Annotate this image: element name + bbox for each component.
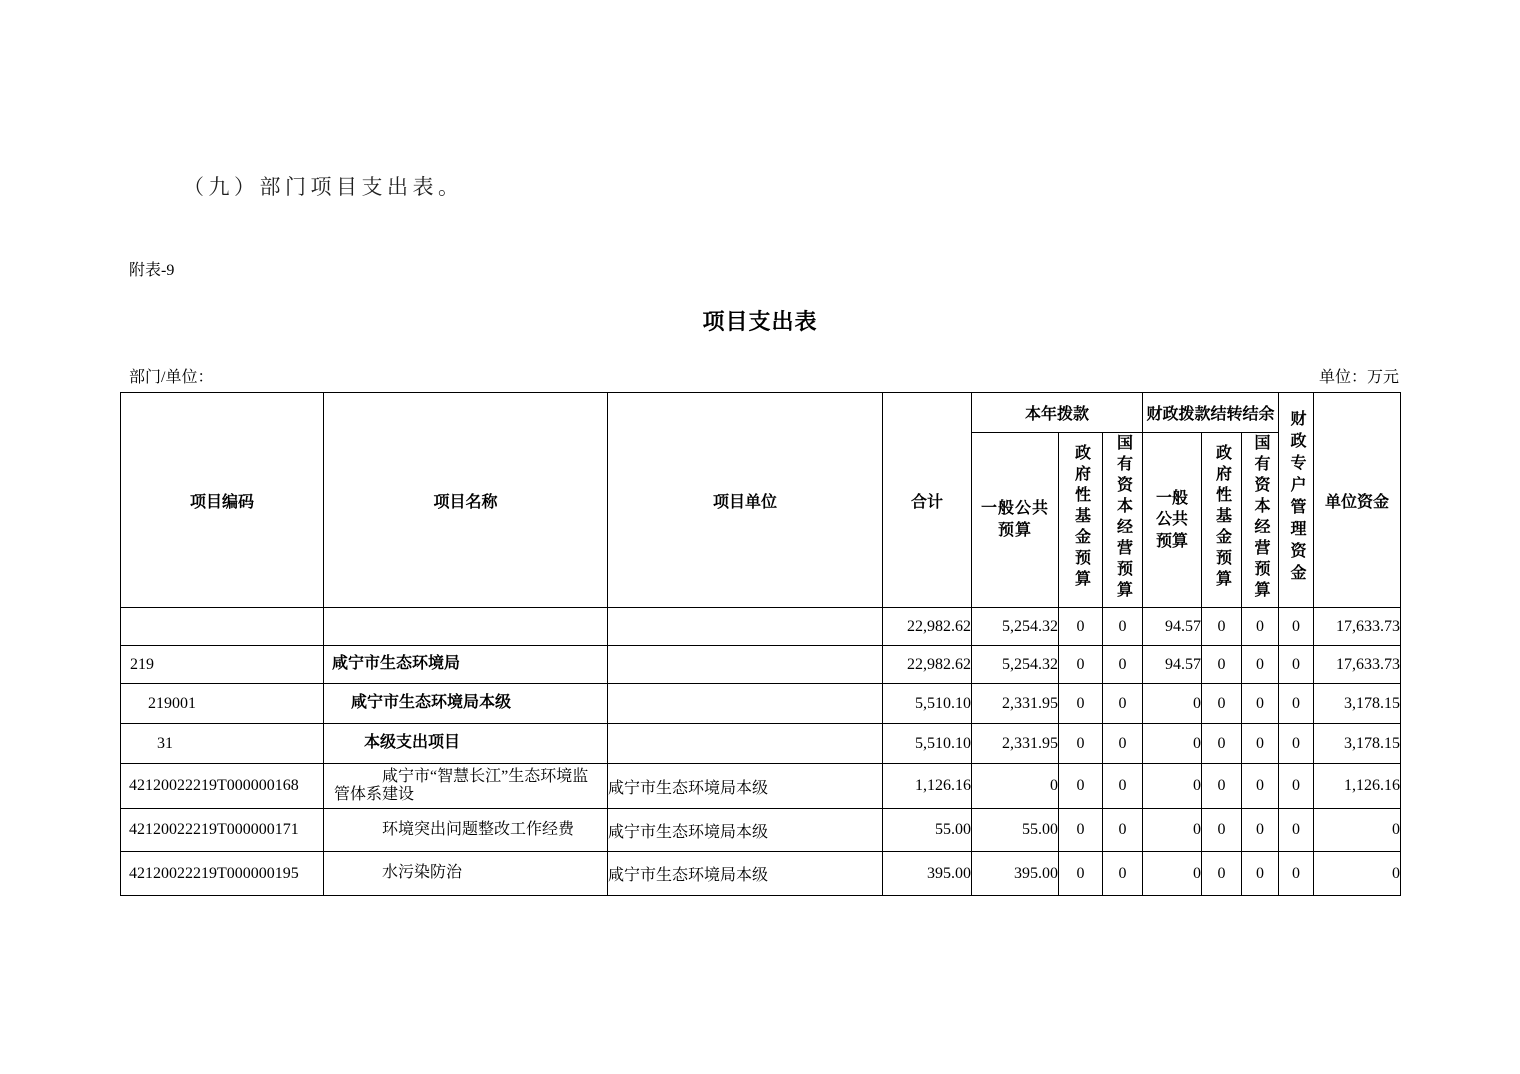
project-code-cell: 42120022219T000000195 bbox=[121, 852, 324, 896]
table-row bbox=[121, 724, 1401, 764]
fiscal-special-account-cell: 0 bbox=[1279, 852, 1314, 896]
col-header-unit-funds: 单位资金 bbox=[1314, 393, 1401, 608]
project-name-cell bbox=[324, 608, 608, 646]
cy-gov-fund-budget-cell: 0 bbox=[1059, 684, 1103, 724]
fiscal-special-account-cell: 0 bbox=[1279, 724, 1314, 764]
col-group-fiscal-carryover: 财政拨款结转结余 bbox=[1143, 393, 1279, 433]
col-header-project-unit: 项目单位 bbox=[608, 393, 883, 608]
project-unit-cell: 咸宁市生态环境局本级 bbox=[608, 809, 883, 852]
unit-funds-cell: 0 bbox=[1314, 852, 1401, 896]
cy-state-capital-budget-cell: 0 bbox=[1103, 646, 1143, 684]
co-gov-fund-budget-cell: 0 bbox=[1202, 852, 1242, 896]
total-cell: 22,982.62 bbox=[883, 608, 972, 646]
unit-funds-cell: 17,633.73 bbox=[1314, 608, 1401, 646]
project-code-cell: 42120022219T000000171 bbox=[121, 809, 324, 852]
fiscal-special-account-cell: 0 bbox=[1279, 809, 1314, 852]
table-row bbox=[121, 764, 1401, 809]
state-capital-budget-co-vertical-label: 国有资本经营预算 bbox=[1252, 433, 1269, 602]
project-unit-cell bbox=[608, 608, 883, 646]
project-code-cell bbox=[121, 608, 324, 646]
co-state-capital-budget-cell: 0 bbox=[1242, 852, 1279, 896]
col-header-total: 合计 bbox=[883, 393, 972, 608]
col-group-current-year-appropriation: 本年拨款 bbox=[972, 393, 1143, 433]
col-header-gov-fund-budget-cy bbox=[1059, 433, 1103, 608]
cy-state-capital-budget-cell: 0 bbox=[1103, 852, 1143, 896]
project-code-cell: 42120022219T000000168 bbox=[121, 764, 324, 809]
fiscal-special-account-cell: 0 bbox=[1279, 764, 1314, 809]
unit-funds-cell: 0 bbox=[1314, 809, 1401, 852]
table-row bbox=[121, 608, 1401, 646]
cy-gov-fund-budget-cell: 0 bbox=[1059, 646, 1103, 684]
table-row bbox=[121, 684, 1401, 724]
col-header-project-name: 项目名称 bbox=[324, 393, 608, 608]
co-general-public-budget-cell: 0 bbox=[1143, 764, 1202, 809]
cy-general-public-budget-cell: 2,331.95 bbox=[972, 684, 1059, 724]
unit-funds-cell: 1,126.16 bbox=[1314, 764, 1401, 809]
table-meta-row bbox=[120, 364, 1400, 387]
state-capital-budget-cy-vertical-label: 国有资本经营预算 bbox=[1114, 433, 1132, 602]
cy-state-capital-budget-cell: 0 bbox=[1103, 724, 1143, 764]
total-cell: 22,982.62 bbox=[883, 646, 972, 684]
cy-gov-fund-budget-cell: 0 bbox=[1059, 764, 1103, 809]
table-row bbox=[121, 809, 1401, 852]
cy-state-capital-budget-cell: 0 bbox=[1103, 608, 1143, 646]
total-cell: 1,126.16 bbox=[883, 764, 972, 809]
fiscal-special-account-cell: 0 bbox=[1279, 646, 1314, 684]
co-gov-fund-budget-cell: 0 bbox=[1202, 646, 1242, 684]
unit-funds-cell: 3,178.15 bbox=[1314, 724, 1401, 764]
total-cell: 395.00 bbox=[883, 852, 972, 896]
co-state-capital-budget-cell: 0 bbox=[1242, 724, 1279, 764]
fiscal-special-account-vertical-label: 财政专户管理资金 bbox=[1288, 409, 1306, 586]
fiscal-special-account-cell: 0 bbox=[1279, 684, 1314, 724]
table-row bbox=[121, 646, 1401, 684]
cy-general-public-budget-cell: 395.00 bbox=[972, 852, 1059, 896]
col-header-gov-fund-budget-co bbox=[1202, 433, 1242, 608]
cy-general-public-budget-cell: 0 bbox=[972, 764, 1059, 809]
cy-general-public-budget-cell: 5,254.32 bbox=[972, 646, 1059, 684]
cy-general-public-budget-cell: 55.00 bbox=[972, 809, 1059, 852]
cy-state-capital-budget-cell: 0 bbox=[1103, 809, 1143, 852]
cy-gov-fund-budget-cell: 0 bbox=[1059, 809, 1103, 852]
fiscal-special-account-cell: 0 bbox=[1279, 608, 1314, 646]
co-general-public-budget-cell: 0 bbox=[1143, 684, 1202, 724]
col-header-state-capital-budget-cy bbox=[1103, 433, 1143, 608]
cy-gov-fund-budget-cell: 0 bbox=[1059, 724, 1103, 764]
project-unit-cell: 咸宁市生态环境局本级 bbox=[608, 852, 883, 896]
col-header-general-public-budget-co bbox=[1143, 433, 1202, 608]
table-row bbox=[121, 852, 1401, 896]
total-cell: 5,510.10 bbox=[883, 684, 972, 724]
co-gov-fund-budget-cell: 0 bbox=[1202, 608, 1242, 646]
co-state-capital-budget-cell: 0 bbox=[1242, 809, 1279, 852]
col-header-general-public-budget-cy bbox=[972, 433, 1059, 608]
project-name-cell: 咸宁市生态环境局 bbox=[324, 646, 608, 684]
co-state-capital-budget-cell: 0 bbox=[1242, 764, 1279, 809]
cy-general-public-budget-cell: 2,331.95 bbox=[972, 724, 1059, 764]
col-header-project-code: 项目编码 bbox=[121, 393, 324, 608]
col-header-state-capital-budget-co bbox=[1242, 433, 1279, 608]
project-unit-cell bbox=[608, 684, 883, 724]
co-gov-fund-budget-cell: 0 bbox=[1202, 724, 1242, 764]
co-gov-fund-budget-cell: 0 bbox=[1202, 684, 1242, 724]
unit-funds-cell: 3,178.15 bbox=[1314, 684, 1401, 724]
cy-state-capital-budget-cell: 0 bbox=[1103, 764, 1143, 809]
gov-fund-budget-co-vertical-label: 政府性基金预算 bbox=[1213, 444, 1231, 591]
gov-fund-budget-cy-vertical-label: 政府性基金预算 bbox=[1072, 444, 1090, 591]
co-gov-fund-budget-cell: 0 bbox=[1202, 809, 1242, 852]
project-unit-cell: 咸宁市生态环境局本级 bbox=[608, 764, 883, 809]
project-code-cell: 31 bbox=[121, 724, 324, 764]
co-general-public-budget-cell: 0 bbox=[1143, 724, 1202, 764]
co-state-capital-budget-cell: 0 bbox=[1242, 608, 1279, 646]
table-body bbox=[121, 608, 1401, 896]
project-name-cell: 咸宁市生态环境局本级 bbox=[324, 684, 608, 724]
appendix-label: 附表-9 bbox=[129, 262, 175, 279]
co-general-public-budget-cell: 0 bbox=[1143, 809, 1202, 852]
project-code-cell: 219 bbox=[121, 646, 324, 684]
cy-gov-fund-budget-cell: 0 bbox=[1059, 608, 1103, 646]
project-name-cell: 环境突出问题整改工作经费 bbox=[324, 809, 608, 852]
total-cell: 55.00 bbox=[883, 809, 972, 852]
department-label: 部门/单位： bbox=[129, 369, 214, 386]
cy-gov-fund-budget-cell: 0 bbox=[1059, 852, 1103, 896]
co-state-capital-budget-cell: 0 bbox=[1242, 646, 1279, 684]
project-code-cell: 219001 bbox=[121, 684, 324, 724]
project-name-cell: 本级支出项目 bbox=[324, 724, 608, 764]
cy-general-public-budget-cell: 5,254.32 bbox=[972, 608, 1059, 646]
co-gov-fund-budget-cell: 0 bbox=[1202, 764, 1242, 809]
co-general-public-budget-cell: 94.57 bbox=[1143, 608, 1202, 646]
general-public-budget-co-label: 一般公共预算 bbox=[1155, 489, 1188, 550]
section-heading: （九）部门项目支出表。 bbox=[183, 175, 464, 199]
project-expenditure-table bbox=[120, 392, 1401, 896]
co-state-capital-budget-cell: 0 bbox=[1242, 684, 1279, 724]
table-header bbox=[121, 393, 1401, 608]
unit-note: 单位：万元 bbox=[1318, 369, 1399, 386]
project-unit-cell bbox=[608, 724, 883, 764]
project-name-cell: 咸宁市“智慧长江”生态环境监管体系建设 bbox=[324, 764, 608, 809]
header-row-groups bbox=[121, 393, 1401, 433]
col-header-fiscal-special-account bbox=[1279, 393, 1314, 608]
total-cell: 5,510.10 bbox=[883, 724, 972, 764]
cy-state-capital-budget-cell: 0 bbox=[1103, 684, 1143, 724]
co-general-public-budget-cell: 0 bbox=[1143, 852, 1202, 896]
table-title: 项目支出表 bbox=[702, 309, 818, 334]
project-unit-cell bbox=[608, 646, 883, 684]
general-public-budget-cy-label: 一般公共预算 bbox=[980, 500, 1049, 539]
unit-funds-cell: 17,633.73 bbox=[1314, 646, 1401, 684]
co-general-public-budget-cell: 94.57 bbox=[1143, 646, 1202, 684]
project-name-cell: 水污染防治 bbox=[324, 852, 608, 896]
